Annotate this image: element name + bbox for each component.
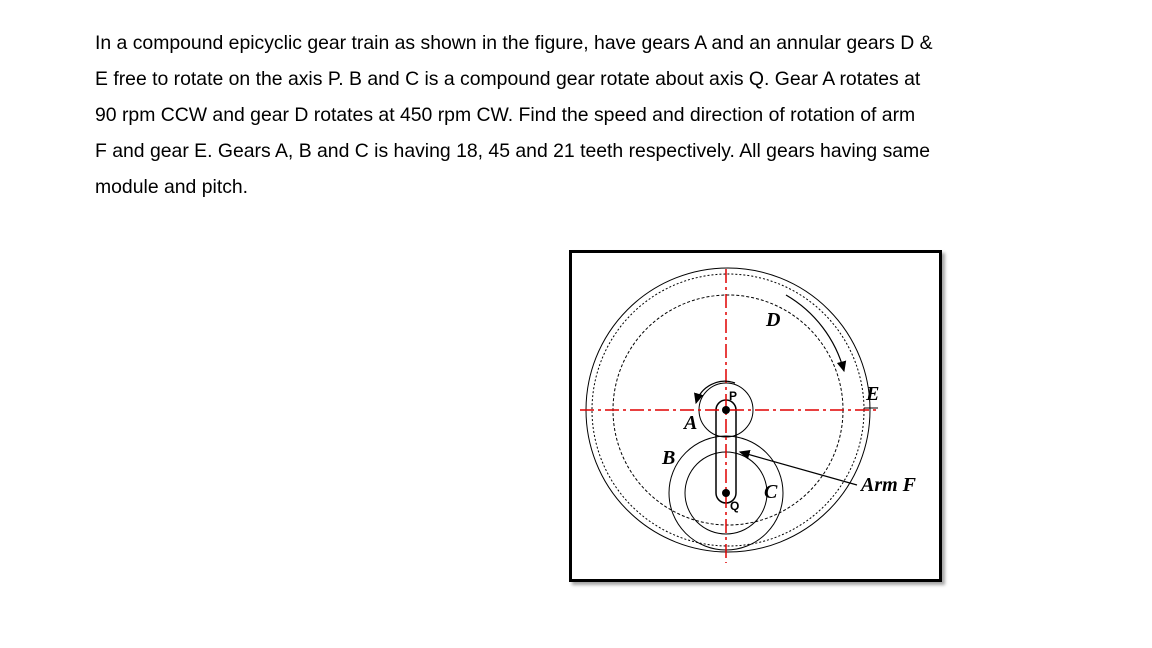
axis-p-point [722,406,730,414]
question-line-2: E free to rotate on the axis P. B and C is a compound gear rotate about axis Q. Gear A rotates at [95,68,921,90]
question-line-4: F and gear E. Gears A, B and C is having 18, 45 and 21 teeth respectively. All gears having same [95,140,930,162]
question-line-3: 90 rpm CCW and gear D rotates at 450 rpm CW. Find the speed and direction of rotation of arm [95,104,916,126]
arm-f-label: Arm F [861,474,917,496]
gear-d-rotation-arrow [786,295,844,371]
axis-q-label: Q [730,499,740,513]
question-line-1: In a compound epicyclic gear train as shown in the figure, have gears A and an annular gears D & [95,32,933,54]
gear-e-label: E [866,383,880,405]
axis-p-label: P [729,389,738,403]
gear-c-label: C [764,481,778,503]
gear-train-figure [569,250,942,582]
question-text [95,25,1000,205]
arm-f-leader-line [740,452,857,485]
gear-train-diagram [572,253,939,579]
gear-a-label: A [684,412,698,434]
axis-q-point [722,489,730,497]
gear-b-label: B [662,447,676,469]
gear-d-label: D [766,309,781,331]
question-line-5: module and pitch. [95,176,249,198]
